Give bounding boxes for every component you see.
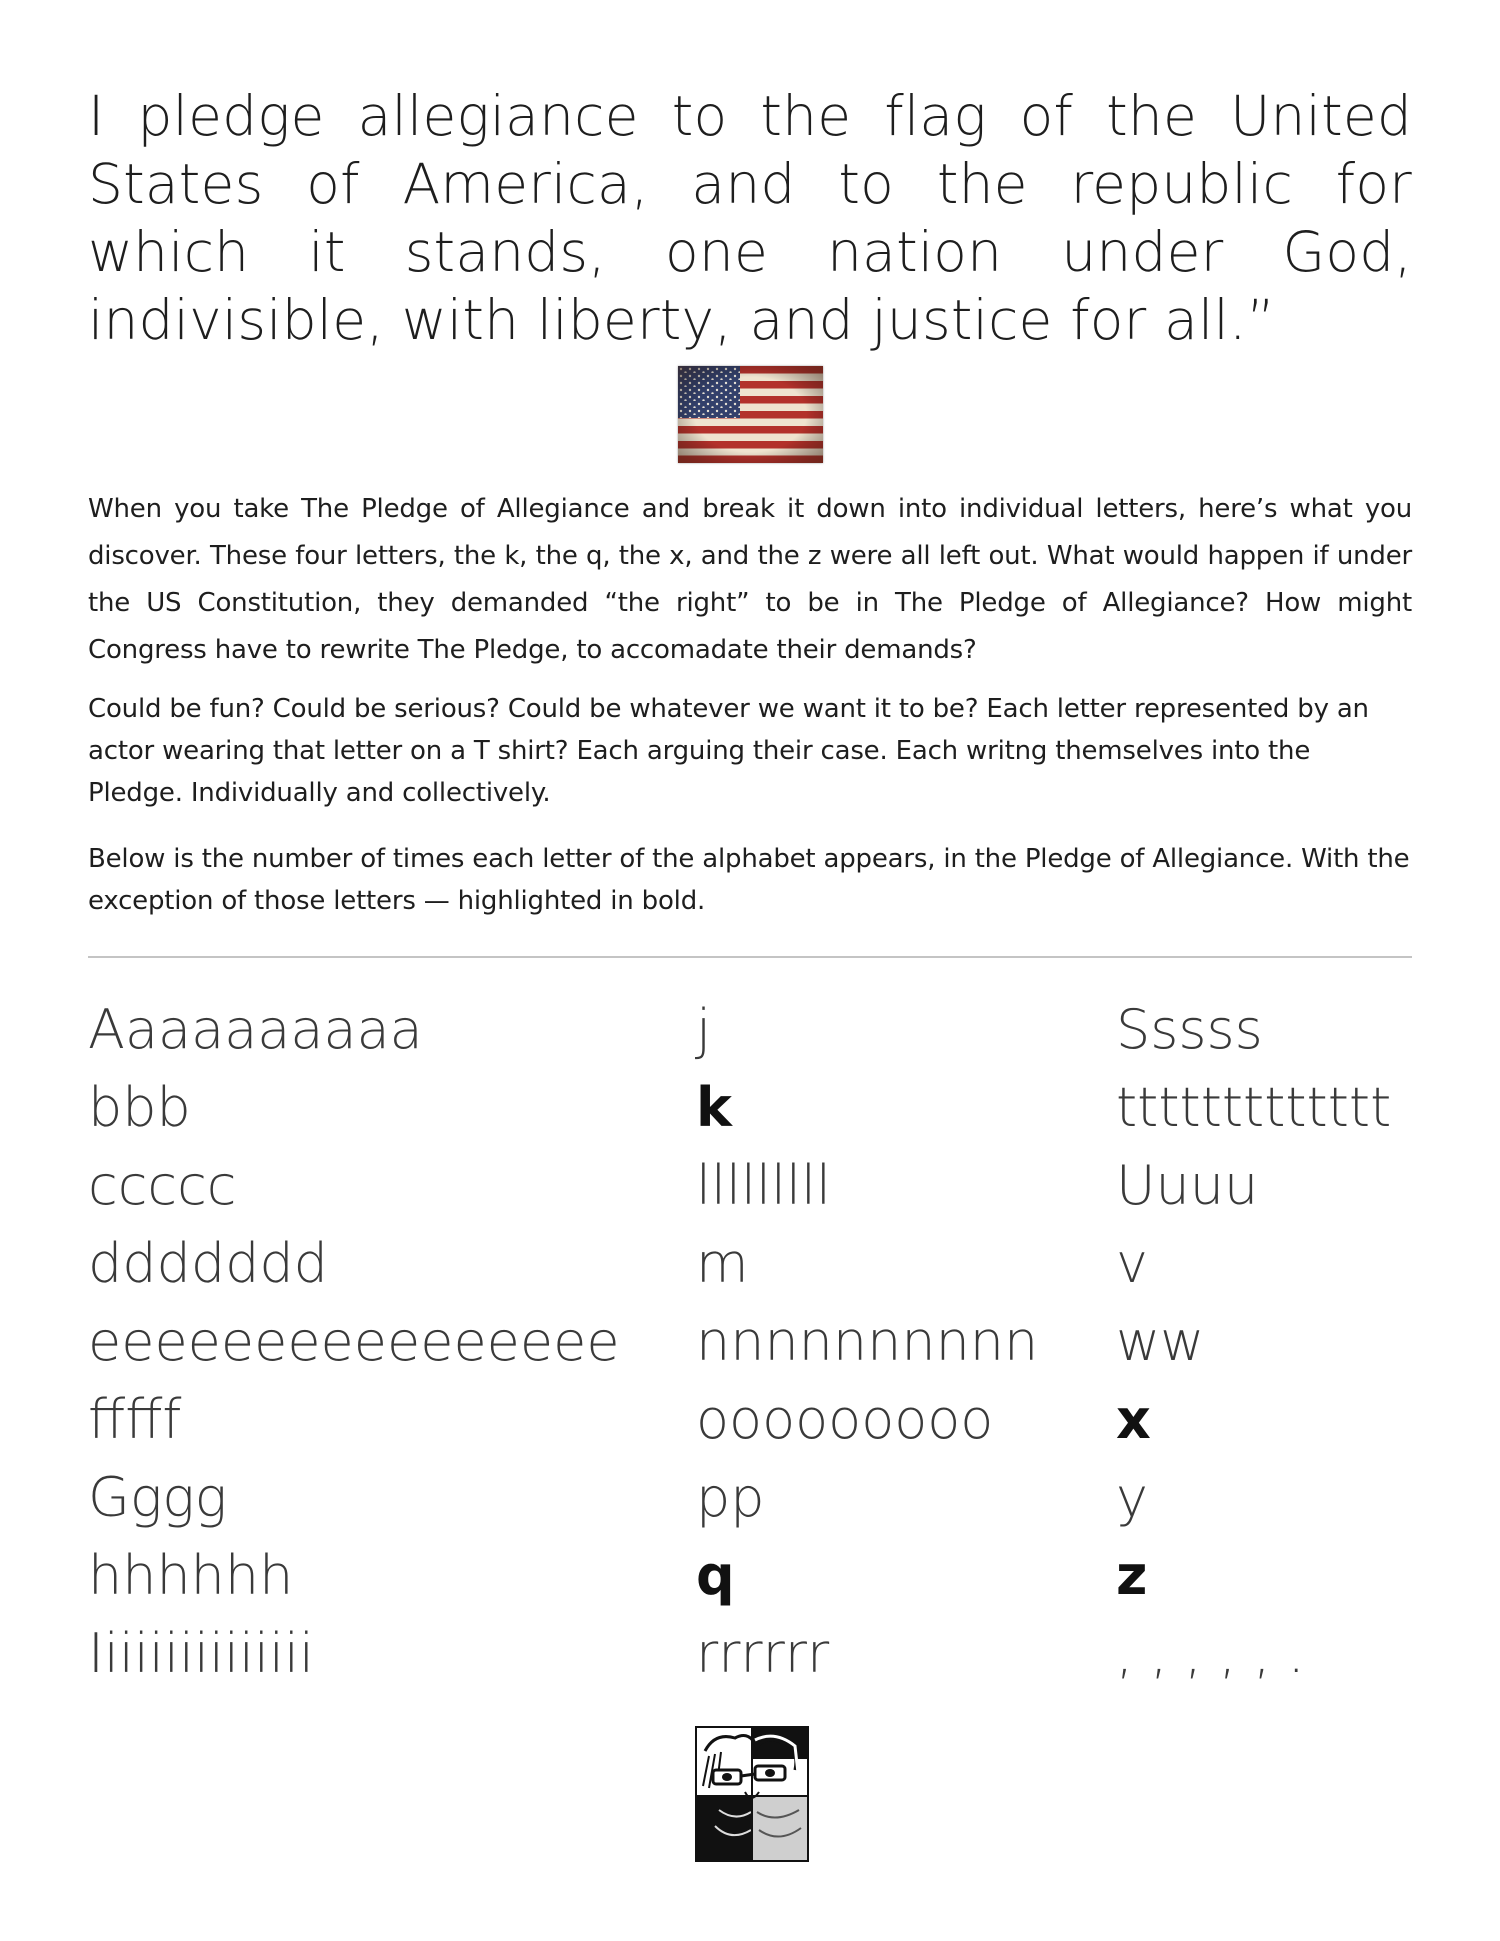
punctuation-count: , , , , , . bbox=[1116, 1622, 1305, 1685]
letter-count-j: j bbox=[696, 998, 712, 1061]
letter-count-t: ttttttttttttt bbox=[1116, 1076, 1392, 1139]
letter-count-v: v bbox=[1116, 1232, 1148, 1295]
letter-missing-x: x bbox=[1116, 1388, 1151, 1451]
section-divider bbox=[88, 956, 1412, 958]
american-flag-icon bbox=[678, 366, 823, 463]
explanation-paragraph: Below is the number of times each letter of the alphabet appears, in the Pledge of Allegiance. With the exception of those letters — highlighted in bold. bbox=[88, 844, 1410, 916]
letter-count-l: lllllllll bbox=[696, 1154, 832, 1217]
letter-count-i: Iiiiiiiiiiiiiii bbox=[88, 1622, 314, 1685]
pledge-text: I pledge allegiance to the flag of the United States of America, and to the republic for which it stands, one nation under God, indivisible, with liberty, and justice for all.” bbox=[88, 84, 1412, 352]
letter-count-c: ccccc bbox=[88, 1154, 237, 1217]
letter-count-u: Uuuu bbox=[1116, 1154, 1259, 1217]
letter-count-a: Aaaaaaaaaa bbox=[88, 998, 423, 1061]
letter-count-f: fffff bbox=[88, 1388, 182, 1451]
letter-count-h: hhhhhh bbox=[88, 1544, 294, 1607]
letter-missing-q: q bbox=[696, 1544, 735, 1607]
letter-count-o: ooooooooo bbox=[696, 1388, 994, 1451]
letter-column-2 bbox=[696, 995, 1038, 1697]
letter-column-3 bbox=[1116, 995, 1391, 1697]
letter-missing-k: k bbox=[696, 1076, 732, 1139]
letter-count-r: rrrrrr bbox=[696, 1622, 830, 1685]
letter-count-d: ddddddd bbox=[88, 1232, 328, 1295]
letter-count-p: pp bbox=[696, 1466, 765, 1529]
letter-count-s: Sssss bbox=[1116, 998, 1263, 1061]
letter-missing-z: z bbox=[1116, 1544, 1148, 1607]
letter-count-g: Gggg bbox=[88, 1466, 228, 1529]
letter-column-1 bbox=[88, 995, 620, 1697]
letter-count-y: y bbox=[1116, 1466, 1148, 1529]
idea-paragraph: Could be fun? Could be serious? Could be whatever we want it to be? Each letter represented by an actor wearing that letter on a T shirt? Each arguing their case. Each writng themselves into the Pledge. Individually and collectively. bbox=[88, 694, 1369, 808]
letter-count-n: nnnnnnnnnn bbox=[696, 1310, 1039, 1373]
letter-count-e: eeeeeeeeeeeeeeee bbox=[88, 1310, 620, 1373]
letter-count-b: bbb bbox=[88, 1076, 191, 1139]
letter-count-m: m bbox=[696, 1232, 749, 1295]
intro-paragraph: When you take The Pledge of Allegiance and break it down into individual letters, here’s what you discover. These four letters, the k, the q, the x, and the z were all left out. What would happen if under the US Constitution, they demanded “the right” to be in The Pledge of Allegiance? How might Congress have to rewrite The Pledge, to accomadate their demands? bbox=[88, 494, 1412, 665]
letter-count-w: ww bbox=[1116, 1310, 1205, 1373]
portrait-collage-logo bbox=[695, 1726, 809, 1862]
